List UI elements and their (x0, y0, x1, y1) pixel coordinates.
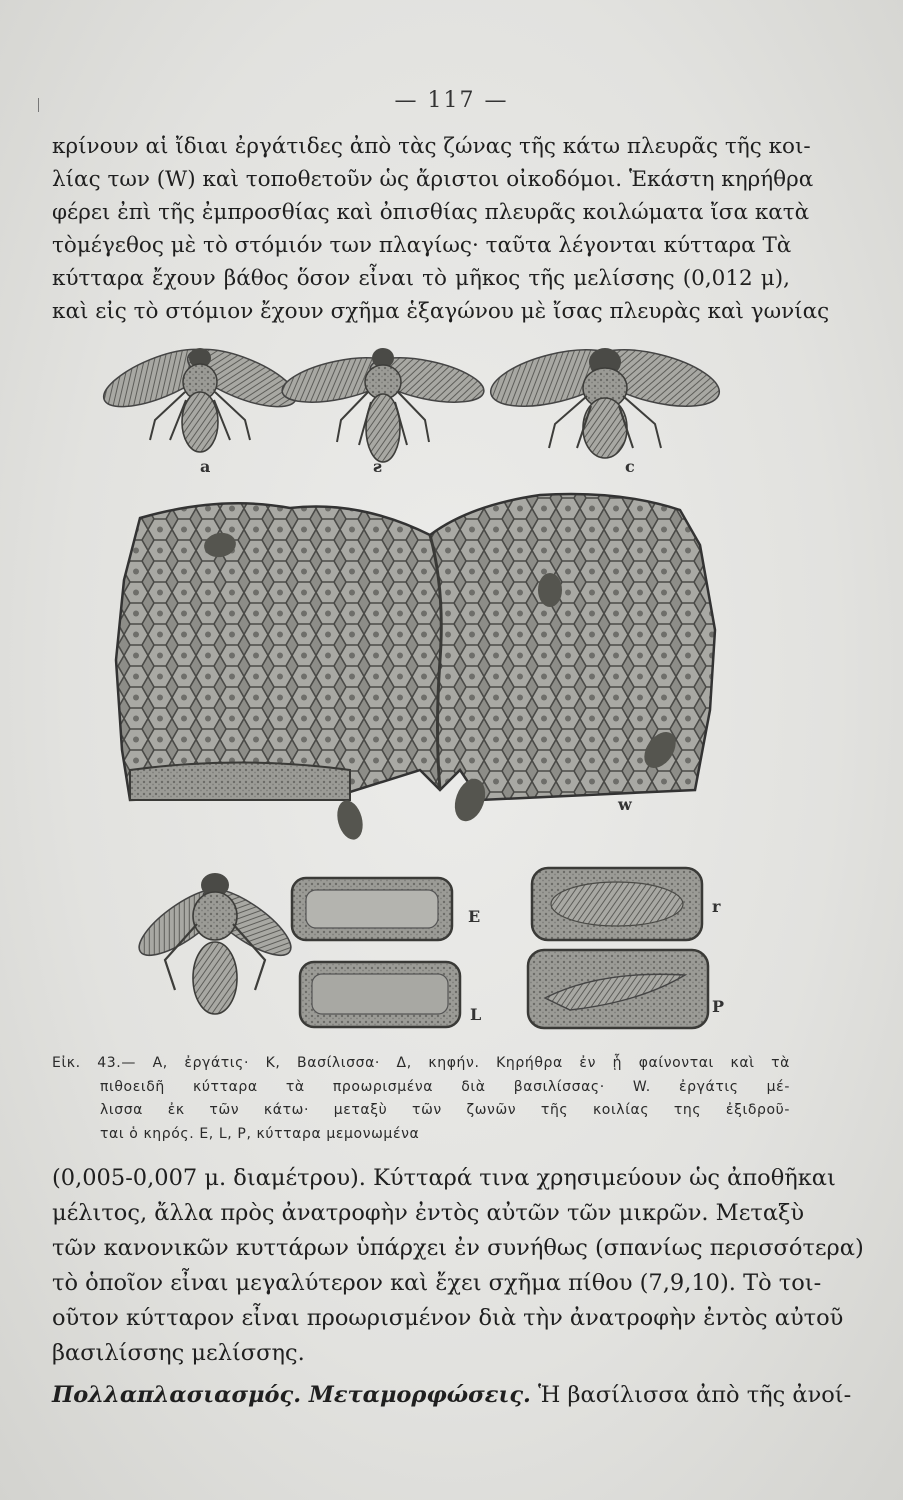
text-line: τῶν κανονικῶν κυττάρων ὑπάρχει ἐν συνήθως (σπανίως περισσότερα) (52, 1235, 864, 1261)
section-heading-rest: Ἡ βασίλισσα ἀπὸ τῆς ἀνοί- (530, 1382, 852, 1408)
honeycomb (116, 494, 715, 842)
caption-line: Εἰκ. 43.— A, ἐργάτις· K, Βασίλισσα· Δ, κηφήν. Κηρήθρα ἐν ᾗ φαίνονται καὶ τὰ (52, 1055, 790, 1071)
text-line: φέρει ἐπὶ τῆς ἐμπροσθίας καὶ ὀπισθίας πλευρᾶς κοιλώματα ἴσα κατὰ (52, 200, 810, 225)
bottom-paragraph (52, 1161, 864, 1413)
text-line: καὶ εἰς τὸ στόμιον ἔχουν σχῆμα ἑξαγώνου μὲ ἴσας πλευρὰς καὶ γωνίας (52, 299, 830, 324)
cell-e (292, 878, 452, 940)
text-line: βασιλίσσης μελίσσης. (52, 1340, 305, 1366)
drone-bee (485, 339, 725, 458)
label-b: ƨ (373, 457, 383, 476)
cell-p (528, 950, 708, 1028)
text-line: (0,005-0,007 μ. διαμέτρου). Κύτταρά τινα χρησιμεύουν ὡς ἀποθῆκαι (52, 1165, 836, 1191)
figure-illustration (100, 330, 750, 1045)
figure-43 (100, 330, 750, 1045)
worker-underside (130, 873, 300, 1014)
label-w: w (618, 795, 632, 814)
text-line: τὸμέγεθος μὲ τὸ στόμιόν των πλαγίως· ταῦτα λέγονται κύτταρα Τὰ (52, 233, 792, 258)
text-line: οῦτον κύτταρον εἶναι προωρισμένον διὰ τὴν ἀνατροφὴν ἐντὸς αὐτοῦ (52, 1305, 844, 1331)
caption-line: ται ὁ κηρός. E, L, P, κύτταρα μεμονωμένα (100, 1125, 420, 1142)
cell-l (300, 962, 460, 1027)
section-heading-line (52, 1378, 852, 1413)
cell-r (532, 868, 702, 940)
caption-line: πιθοειδῆ κύτταρα τὰ προωρισμένα διὰ βασιλίσσας· W. ἐργάτις μέ- (100, 1078, 790, 1095)
top-paragraph (52, 130, 830, 328)
label-a: a (200, 457, 211, 476)
caption-line: λισσα ἐκ τῶν κάτω· μεταξὺ τῶν ζωνῶν τῆς κοιλίας της ἐξιδροῦ- (100, 1102, 790, 1118)
section-heading: Πολλαπλασιασμός. Μεταμορφώσεις. (52, 1382, 531, 1408)
text-line: κρίνουν αἱ ἴδιαι ἐργάτιδες ἀπὸ τὰς ζώνας τῆς κάτω πλευρᾶς τῆς κοι- (52, 134, 811, 159)
page-number: — 117 — (394, 88, 509, 113)
label-r: r (712, 897, 721, 916)
text-line: λίας των (W) καὶ τοποθετοῦν ὡς ἄριστοι οἰκοδόμοι. Ἑκάστη κηρήθρα (52, 167, 814, 192)
label-l: L (470, 1005, 482, 1024)
figure-caption (52, 1052, 790, 1146)
text-line: κύτταρα ἔχουν βάθος ὅσον εἶναι τὸ μῆκος τῆς μελίσσης (0,012 μ), (52, 266, 790, 291)
label-c: c (625, 457, 635, 476)
text-line: τὸ ὁποῖον εἶναι μεγαλύτερον καὶ ἔχει σχῆμα πίθου (7,9,10). Τὸ τοι- (52, 1270, 822, 1296)
worker-bee (97, 338, 304, 452)
text-line: μέλιτος, ἄλλα πρὸς ἀνατροφὴν ἐντὸς αὐτῶν τῶν μικρῶν. Μεταξὺ (52, 1200, 805, 1226)
label-p: P (712, 997, 725, 1016)
queen-bee (278, 348, 487, 462)
label-e: E (468, 907, 481, 926)
